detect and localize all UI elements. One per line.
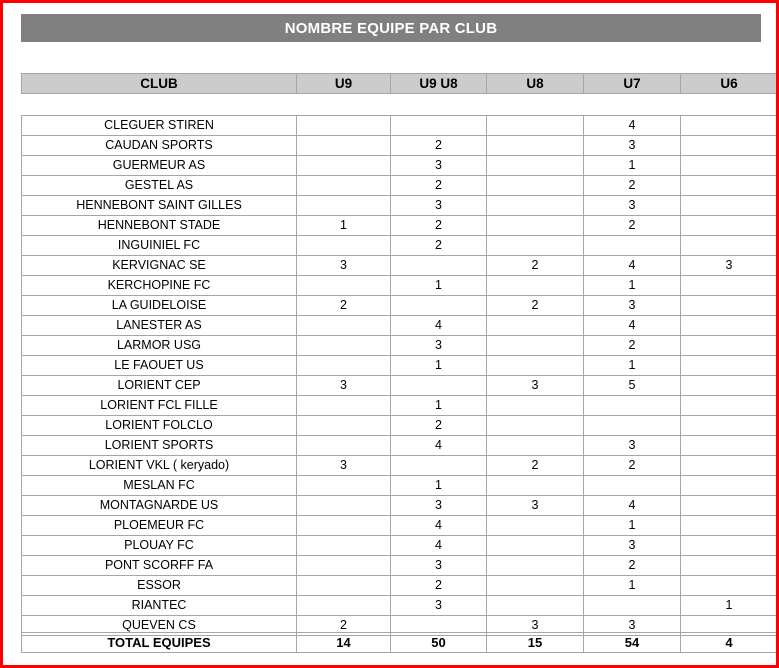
cell-club-name: CLEGUER STIREN	[22, 116, 297, 136]
cell-u6	[681, 156, 778, 176]
cell-club-name: PLOUAY FC	[22, 536, 297, 556]
cell-u6: 3	[681, 256, 778, 276]
cell-u7: 2	[584, 556, 681, 576]
cell-u8	[487, 176, 584, 196]
cell-u9	[297, 276, 391, 296]
cell-u8	[487, 436, 584, 456]
cell-u9: 1	[297, 216, 391, 236]
cell-u8	[487, 156, 584, 176]
cell-u9-u8: 1	[391, 476, 487, 496]
cell-club-name: LORIENT FCL FILLE	[22, 396, 297, 416]
cell-u9: 3	[297, 456, 391, 476]
cell-u7: 2	[584, 336, 681, 356]
cell-u9	[297, 356, 391, 376]
cell-u7: 3	[584, 136, 681, 156]
cell-u9-u8: 4	[391, 536, 487, 556]
cell-club-name: INGUINIEL FC	[22, 236, 297, 256]
cell-u9	[297, 596, 391, 616]
cell-u9: 3	[297, 376, 391, 396]
cell-u9-u8: 2	[391, 216, 487, 236]
cell-u9	[297, 396, 391, 416]
cell-u8	[487, 556, 584, 576]
cell-u7: 3	[584, 196, 681, 216]
cell-u6	[681, 496, 778, 516]
total-u7: 54	[584, 633, 681, 653]
table-row[interactable]	[22, 556, 778, 576]
cell-u9-u8	[391, 256, 487, 276]
cell-u8	[487, 416, 584, 436]
cell-u7: 1	[584, 156, 681, 176]
table-row[interactable]	[22, 496, 778, 516]
column-header-u8[interactable]: U8	[487, 74, 584, 94]
cell-u7: 2	[584, 176, 681, 196]
cell-u9-u8: 2	[391, 576, 487, 596]
cell-u9-u8: 3	[391, 196, 487, 216]
table-row[interactable]	[22, 376, 778, 396]
cell-u9-u8: 3	[391, 596, 487, 616]
cell-club-name: HENNEBONT STADE	[22, 216, 297, 236]
cell-club-name: LARMOR USG	[22, 336, 297, 356]
cell-club-name: LANESTER AS	[22, 316, 297, 336]
cell-u6	[681, 136, 778, 156]
cell-u9-u8: 3	[391, 336, 487, 356]
cell-u8	[487, 356, 584, 376]
cell-u6	[681, 476, 778, 496]
cell-u6	[681, 196, 778, 216]
cell-u9-u8: 2	[391, 416, 487, 436]
cell-u7: 3	[584, 616, 681, 636]
cell-u8	[487, 136, 584, 156]
cell-u8	[487, 116, 584, 136]
cell-u8: 2	[487, 296, 584, 316]
cell-u9	[297, 156, 391, 176]
total-u9: 14	[297, 633, 391, 653]
column-header-u9-u8[interactable]: U9 U8	[391, 74, 487, 94]
table-body	[21, 115, 778, 636]
cell-u8	[487, 536, 584, 556]
cell-club-name: LE FAOUET US	[22, 356, 297, 376]
table-header	[21, 73, 778, 94]
table-row[interactable]	[22, 356, 778, 376]
cell-u6	[681, 336, 778, 356]
cell-u9-u8: 1	[391, 356, 487, 376]
cell-u8	[487, 516, 584, 536]
table-row[interactable]	[22, 536, 778, 556]
cell-u9-u8	[391, 296, 487, 316]
cell-u8	[487, 276, 584, 296]
cell-u7: 4	[584, 496, 681, 516]
cell-club-name: LA GUIDELOISE	[22, 296, 297, 316]
table-row[interactable]	[22, 336, 778, 356]
cell-u8: 3	[487, 496, 584, 516]
cell-u9: 2	[297, 616, 391, 636]
table-row[interactable]	[22, 296, 778, 316]
cell-u9: 3	[297, 256, 391, 276]
cell-u7: 3	[584, 436, 681, 456]
cell-u7: 1	[584, 356, 681, 376]
total-row	[22, 633, 778, 653]
cell-u8	[487, 576, 584, 596]
cell-u7	[584, 236, 681, 256]
cell-club-name: KERVIGNAC SE	[22, 256, 297, 276]
table-row[interactable]	[22, 476, 778, 496]
cell-club-name: HENNEBONT SAINT GILLES	[22, 196, 297, 216]
column-header-u7[interactable]: U7	[584, 74, 681, 94]
cell-u7: 1	[584, 576, 681, 596]
cell-u6	[681, 376, 778, 396]
cell-club-name: LORIENT VKL ( keryado)	[22, 456, 297, 476]
cell-u7	[584, 596, 681, 616]
table-row[interactable]	[22, 276, 778, 296]
table-row[interactable]	[22, 156, 778, 176]
cell-u9	[297, 116, 391, 136]
table-row[interactable]	[22, 256, 778, 276]
cell-u9-u8: 4	[391, 316, 487, 336]
cell-u6	[681, 516, 778, 536]
cell-u9	[297, 176, 391, 196]
cell-u7: 3	[584, 536, 681, 556]
cell-u6	[681, 576, 778, 596]
cell-u9	[297, 536, 391, 556]
cell-u9	[297, 436, 391, 456]
cell-u6	[681, 236, 778, 256]
total-u6: 4	[681, 633, 778, 653]
cell-u9-u8: 3	[391, 496, 487, 516]
cell-u7: 4	[584, 116, 681, 136]
total-u9-u8: 50	[391, 633, 487, 653]
cell-club-name: GESTEL AS	[22, 176, 297, 196]
table-row[interactable]	[22, 456, 778, 476]
cell-u6	[681, 296, 778, 316]
cell-u6	[681, 276, 778, 296]
cell-u9-u8: 1	[391, 396, 487, 416]
cell-u7: 2	[584, 456, 681, 476]
table-row[interactable]	[22, 216, 778, 236]
cell-u7	[584, 416, 681, 436]
cell-u9-u8	[391, 376, 487, 396]
cell-u9	[297, 136, 391, 156]
cell-u9	[297, 236, 391, 256]
cell-u7: 1	[584, 516, 681, 536]
table-row[interactable]	[22, 176, 778, 196]
cell-u9	[297, 316, 391, 336]
cell-u9	[297, 496, 391, 516]
cell-u8	[487, 336, 584, 356]
cell-u9	[297, 196, 391, 216]
cell-u9-u8: 1	[391, 276, 487, 296]
total-label: TOTAL EQUIPES	[22, 633, 297, 653]
table-row[interactable]	[22, 116, 778, 136]
cell-u9-u8: 2	[391, 236, 487, 256]
table-row[interactable]	[22, 416, 778, 436]
cell-u8	[487, 476, 584, 496]
table-row[interactable]	[22, 516, 778, 536]
cell-u6	[681, 416, 778, 436]
cell-u9: 2	[297, 296, 391, 316]
cell-u8: 2	[487, 256, 584, 276]
cell-u7	[584, 476, 681, 496]
cell-u8: 3	[487, 376, 584, 396]
cell-u8	[487, 596, 584, 616]
sheet-content	[13, 3, 769, 665]
table-row[interactable]	[22, 196, 778, 216]
cell-club-name: PLOEMEUR FC	[22, 516, 297, 536]
cell-u9	[297, 516, 391, 536]
cell-club-name: CAUDAN SPORTS	[22, 136, 297, 156]
total-u8: 15	[487, 633, 584, 653]
cell-club-name: GUERMEUR AS	[22, 156, 297, 176]
cell-u9-u8: 4	[391, 516, 487, 536]
cell-u6	[681, 316, 778, 336]
table-row[interactable]	[22, 396, 778, 416]
cell-u8	[487, 196, 584, 216]
cell-u7: 4	[584, 256, 681, 276]
cell-u8	[487, 316, 584, 336]
cell-u6	[681, 536, 778, 556]
cell-u7: 5	[584, 376, 681, 396]
page-title: NOMBRE EQUIPE PAR CLUB	[21, 14, 761, 42]
table-row[interactable]	[22, 316, 778, 336]
cell-club-name: ESSOR	[22, 576, 297, 596]
cell-u7	[584, 396, 681, 416]
cell-u6: 1	[681, 596, 778, 616]
table-row[interactable]	[22, 236, 778, 256]
cell-u7: 2	[584, 216, 681, 236]
cell-u9-u8	[391, 116, 487, 136]
cell-u6	[681, 216, 778, 236]
cell-u6	[681, 176, 778, 196]
cell-club-name: PONT SCORFF FA	[22, 556, 297, 576]
cell-u9	[297, 416, 391, 436]
cell-u9-u8	[391, 456, 487, 476]
cell-club-name: MESLAN FC	[22, 476, 297, 496]
cell-club-name: QUEVEN CS	[22, 616, 297, 636]
column-header-u9[interactable]: U9	[297, 74, 391, 94]
cell-u6	[681, 116, 778, 136]
column-header-u6[interactable]: U6	[681, 74, 778, 94]
cell-u6	[681, 556, 778, 576]
cell-u6	[681, 436, 778, 456]
cell-u7: 4	[584, 316, 681, 336]
cell-u8	[487, 236, 584, 256]
table-total	[21, 632, 778, 653]
cell-u6	[681, 456, 778, 476]
cell-club-name: LORIENT FOLCLO	[22, 416, 297, 436]
cell-u9	[297, 556, 391, 576]
cell-u9-u8: 3	[391, 156, 487, 176]
cell-u8	[487, 396, 584, 416]
cell-club-name: RIANTEC	[22, 596, 297, 616]
cell-u9-u8: 4	[391, 436, 487, 456]
cell-u9	[297, 576, 391, 596]
cell-u9	[297, 336, 391, 356]
cell-u8: 2	[487, 456, 584, 476]
header-row	[22, 74, 778, 94]
table-row[interactable]	[22, 136, 778, 156]
cell-club-name: MONTAGNARDE US	[22, 496, 297, 516]
cell-u9-u8: 3	[391, 556, 487, 576]
cell-u6	[681, 396, 778, 416]
table-row[interactable]	[22, 436, 778, 456]
cell-u9-u8: 2	[391, 136, 487, 156]
table-row[interactable]	[22, 596, 778, 616]
cell-club-name: LORIENT SPORTS	[22, 436, 297, 456]
cell-club-name: LORIENT CEP	[22, 376, 297, 396]
cell-u9	[297, 476, 391, 496]
cell-u6	[681, 356, 778, 376]
cell-u8	[487, 216, 584, 236]
cell-u9-u8: 2	[391, 176, 487, 196]
cell-club-name: KERCHOPINE FC	[22, 276, 297, 296]
cell-u7: 1	[584, 276, 681, 296]
cell-u8: 3	[487, 616, 584, 636]
cell-u7: 3	[584, 296, 681, 316]
column-header-club[interactable]: CLUB	[22, 74, 297, 94]
table-row[interactable]	[22, 576, 778, 596]
